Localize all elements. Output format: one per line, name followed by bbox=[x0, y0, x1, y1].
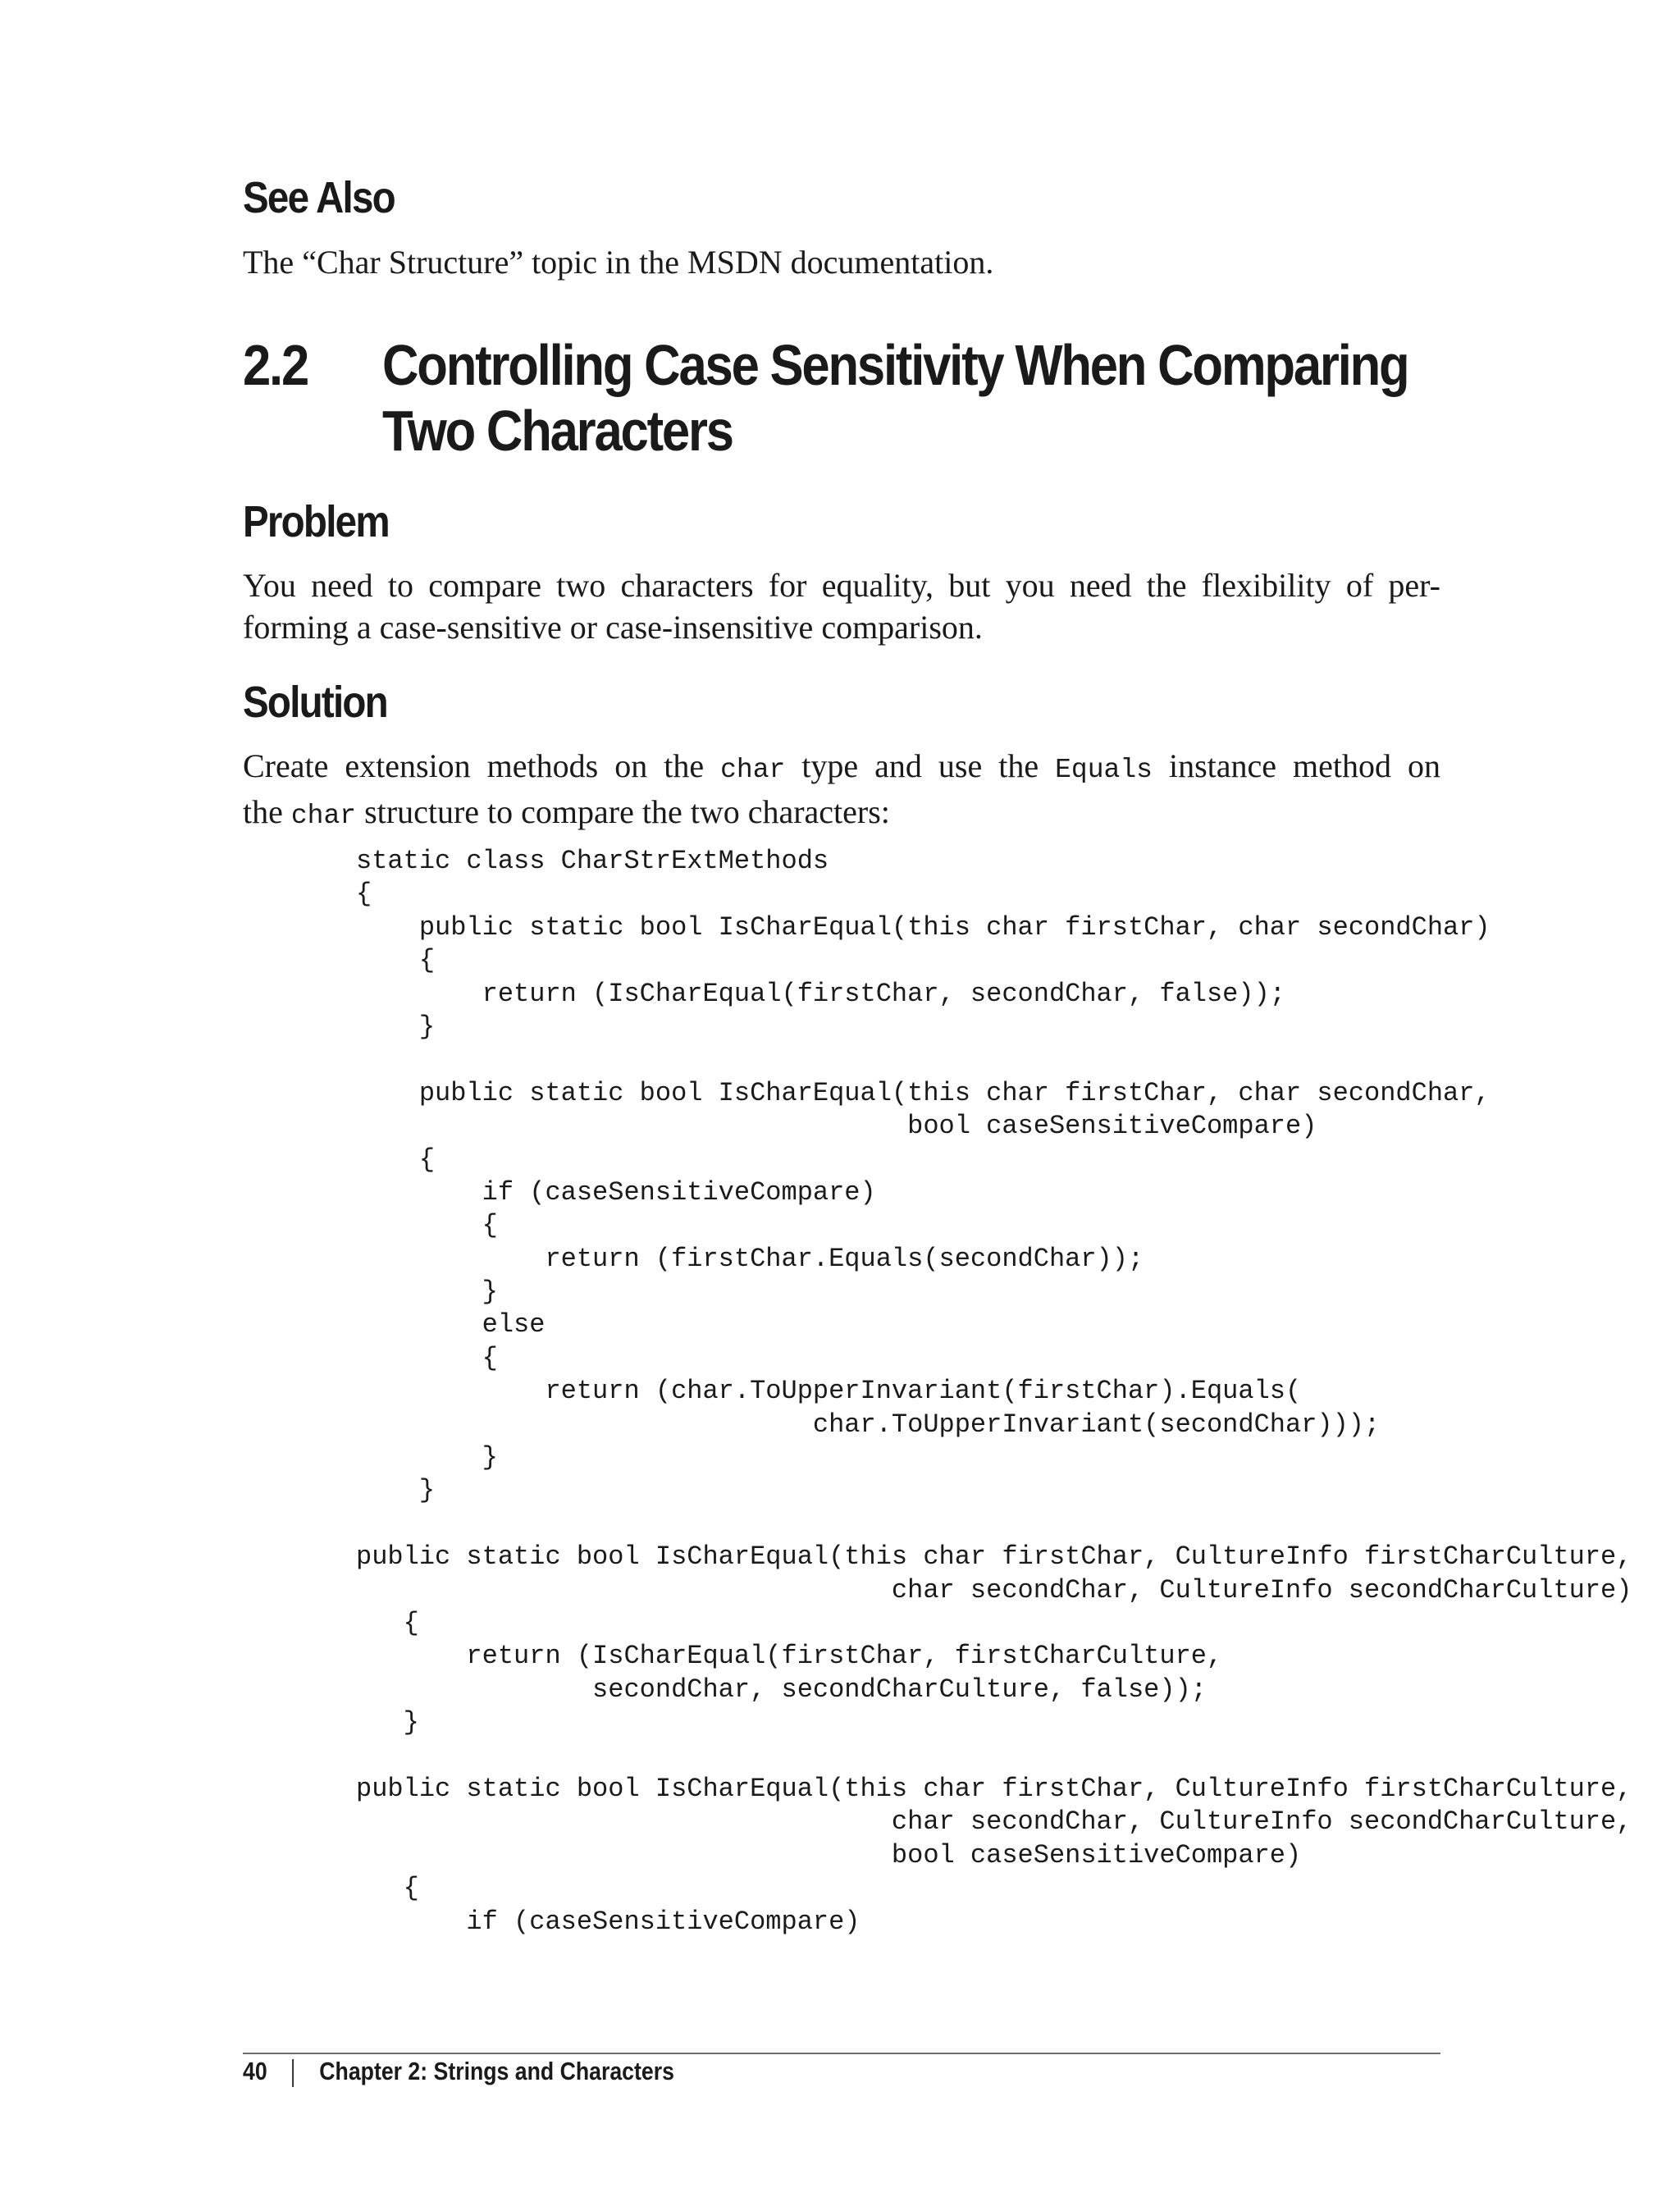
page-footer bbox=[243, 2055, 674, 2088]
code-line: secondChar, secondCharCulture, false)); bbox=[356, 1674, 1207, 1705]
problem-line-2: forming a case-sensitive or case-insensitive comparison. bbox=[243, 609, 983, 646]
code-line: public static bool IsCharEqual(this char firstChar, CultureInfo firstCharCulture, bbox=[356, 1773, 1632, 1804]
code-line: { bbox=[356, 1873, 419, 1904]
inline-code-char: char bbox=[290, 801, 357, 831]
solution-text-part: structure to compare the two characters: bbox=[356, 793, 890, 830]
code-line: return (char.ToUpperInvariant(firstChar).Equals( bbox=[356, 1376, 1302, 1407]
solution-text bbox=[243, 745, 1440, 837]
code-line: char secondChar, CultureInfo secondCharCulture, bbox=[356, 1806, 1632, 1838]
book-page bbox=[243, 0, 1632, 2206]
section-title-line-2: Two Characters bbox=[382, 399, 733, 463]
code-line bbox=[356, 1508, 1632, 1541]
code-line: char secondChar, CultureInfo secondCharCulture) bbox=[356, 1574, 1632, 1605]
problem-line-1: You need to compare two characters for equality, but you need the flexibility of per- bbox=[243, 567, 1440, 604]
page-number: 40 bbox=[243, 2057, 267, 2085]
code-line: public static bool IsCharEqual(this char firstChar, char secondChar, bbox=[356, 1077, 1491, 1108]
footer-separator bbox=[293, 2059, 294, 2087]
solution-text-part: instance method on bbox=[1152, 747, 1440, 784]
inline-code-char: char bbox=[720, 755, 786, 785]
footer-rule bbox=[243, 2053, 1440, 2054]
section-number: 2.2 bbox=[243, 333, 308, 397]
code-line bbox=[356, 1740, 1632, 1773]
code-line: if (caseSensitiveCompare) bbox=[356, 1906, 861, 1937]
inline-code-equals: Equals bbox=[1055, 755, 1153, 785]
code-line: } bbox=[356, 1277, 498, 1308]
code-line: } bbox=[356, 1707, 419, 1738]
code-line: { bbox=[356, 1144, 436, 1175]
chapter-title: Chapter 2: Strings and Characters bbox=[319, 2057, 674, 2085]
code-line: char.ToUpperInvariant(secondChar))); bbox=[356, 1409, 1381, 1440]
solution-text-part: the bbox=[243, 793, 291, 830]
see-also-heading: See Also bbox=[243, 173, 395, 222]
code-line: { bbox=[356, 945, 436, 976]
solution-line-1 bbox=[243, 745, 1440, 791]
code-line: else bbox=[356, 1309, 546, 1340]
code-line: bool caseSensitiveCompare) bbox=[356, 1111, 1317, 1142]
code-line: static class CharStrExtMethods bbox=[356, 846, 829, 876]
code-line: bool caseSensitiveCompare) bbox=[356, 1839, 1302, 1870]
code-line: return (IsCharEqual(firstChar, firstCharCulture, bbox=[356, 1641, 1223, 1672]
code-listing bbox=[356, 845, 1632, 1939]
code-line: } bbox=[356, 1475, 436, 1506]
solution-heading: Solution bbox=[243, 678, 387, 727]
see-also-text bbox=[243, 241, 1440, 283]
solution-text-part: type and use the bbox=[785, 747, 1056, 784]
problem-text bbox=[243, 564, 1440, 648]
code-line: public static bool IsCharEqual(this char firstChar, CultureInfo firstCharCulture, bbox=[356, 1541, 1632, 1573]
code-line: { bbox=[356, 1210, 498, 1241]
code-line: return (firstChar.Equals(secondChar)); bbox=[356, 1243, 1144, 1274]
code-line: { bbox=[356, 1342, 498, 1373]
section-title bbox=[382, 332, 1408, 464]
code-line: { bbox=[356, 1607, 419, 1638]
code-line: public static bool IsCharEqual(this char firstChar, char secondChar) bbox=[356, 911, 1491, 943]
code-line: if (caseSensitiveCompare) bbox=[356, 1176, 876, 1208]
problem-heading: Problem bbox=[243, 497, 389, 546]
code-line bbox=[356, 1044, 1632, 1076]
code-line: } bbox=[356, 1442, 498, 1473]
section-title-line-1: Controlling Case Sensitivity When Comparing bbox=[382, 333, 1408, 397]
code-line: return (IsCharEqual(firstChar, secondChar, false)); bbox=[356, 978, 1285, 1009]
code-line: } bbox=[356, 1011, 436, 1042]
code-line: { bbox=[356, 879, 372, 910]
see-also-line: The “Char Structure” topic in the MSDN documentation. bbox=[243, 244, 994, 281]
solution-line-2 bbox=[243, 791, 1440, 837]
solution-text-part: Create extension methods on the bbox=[243, 747, 721, 784]
